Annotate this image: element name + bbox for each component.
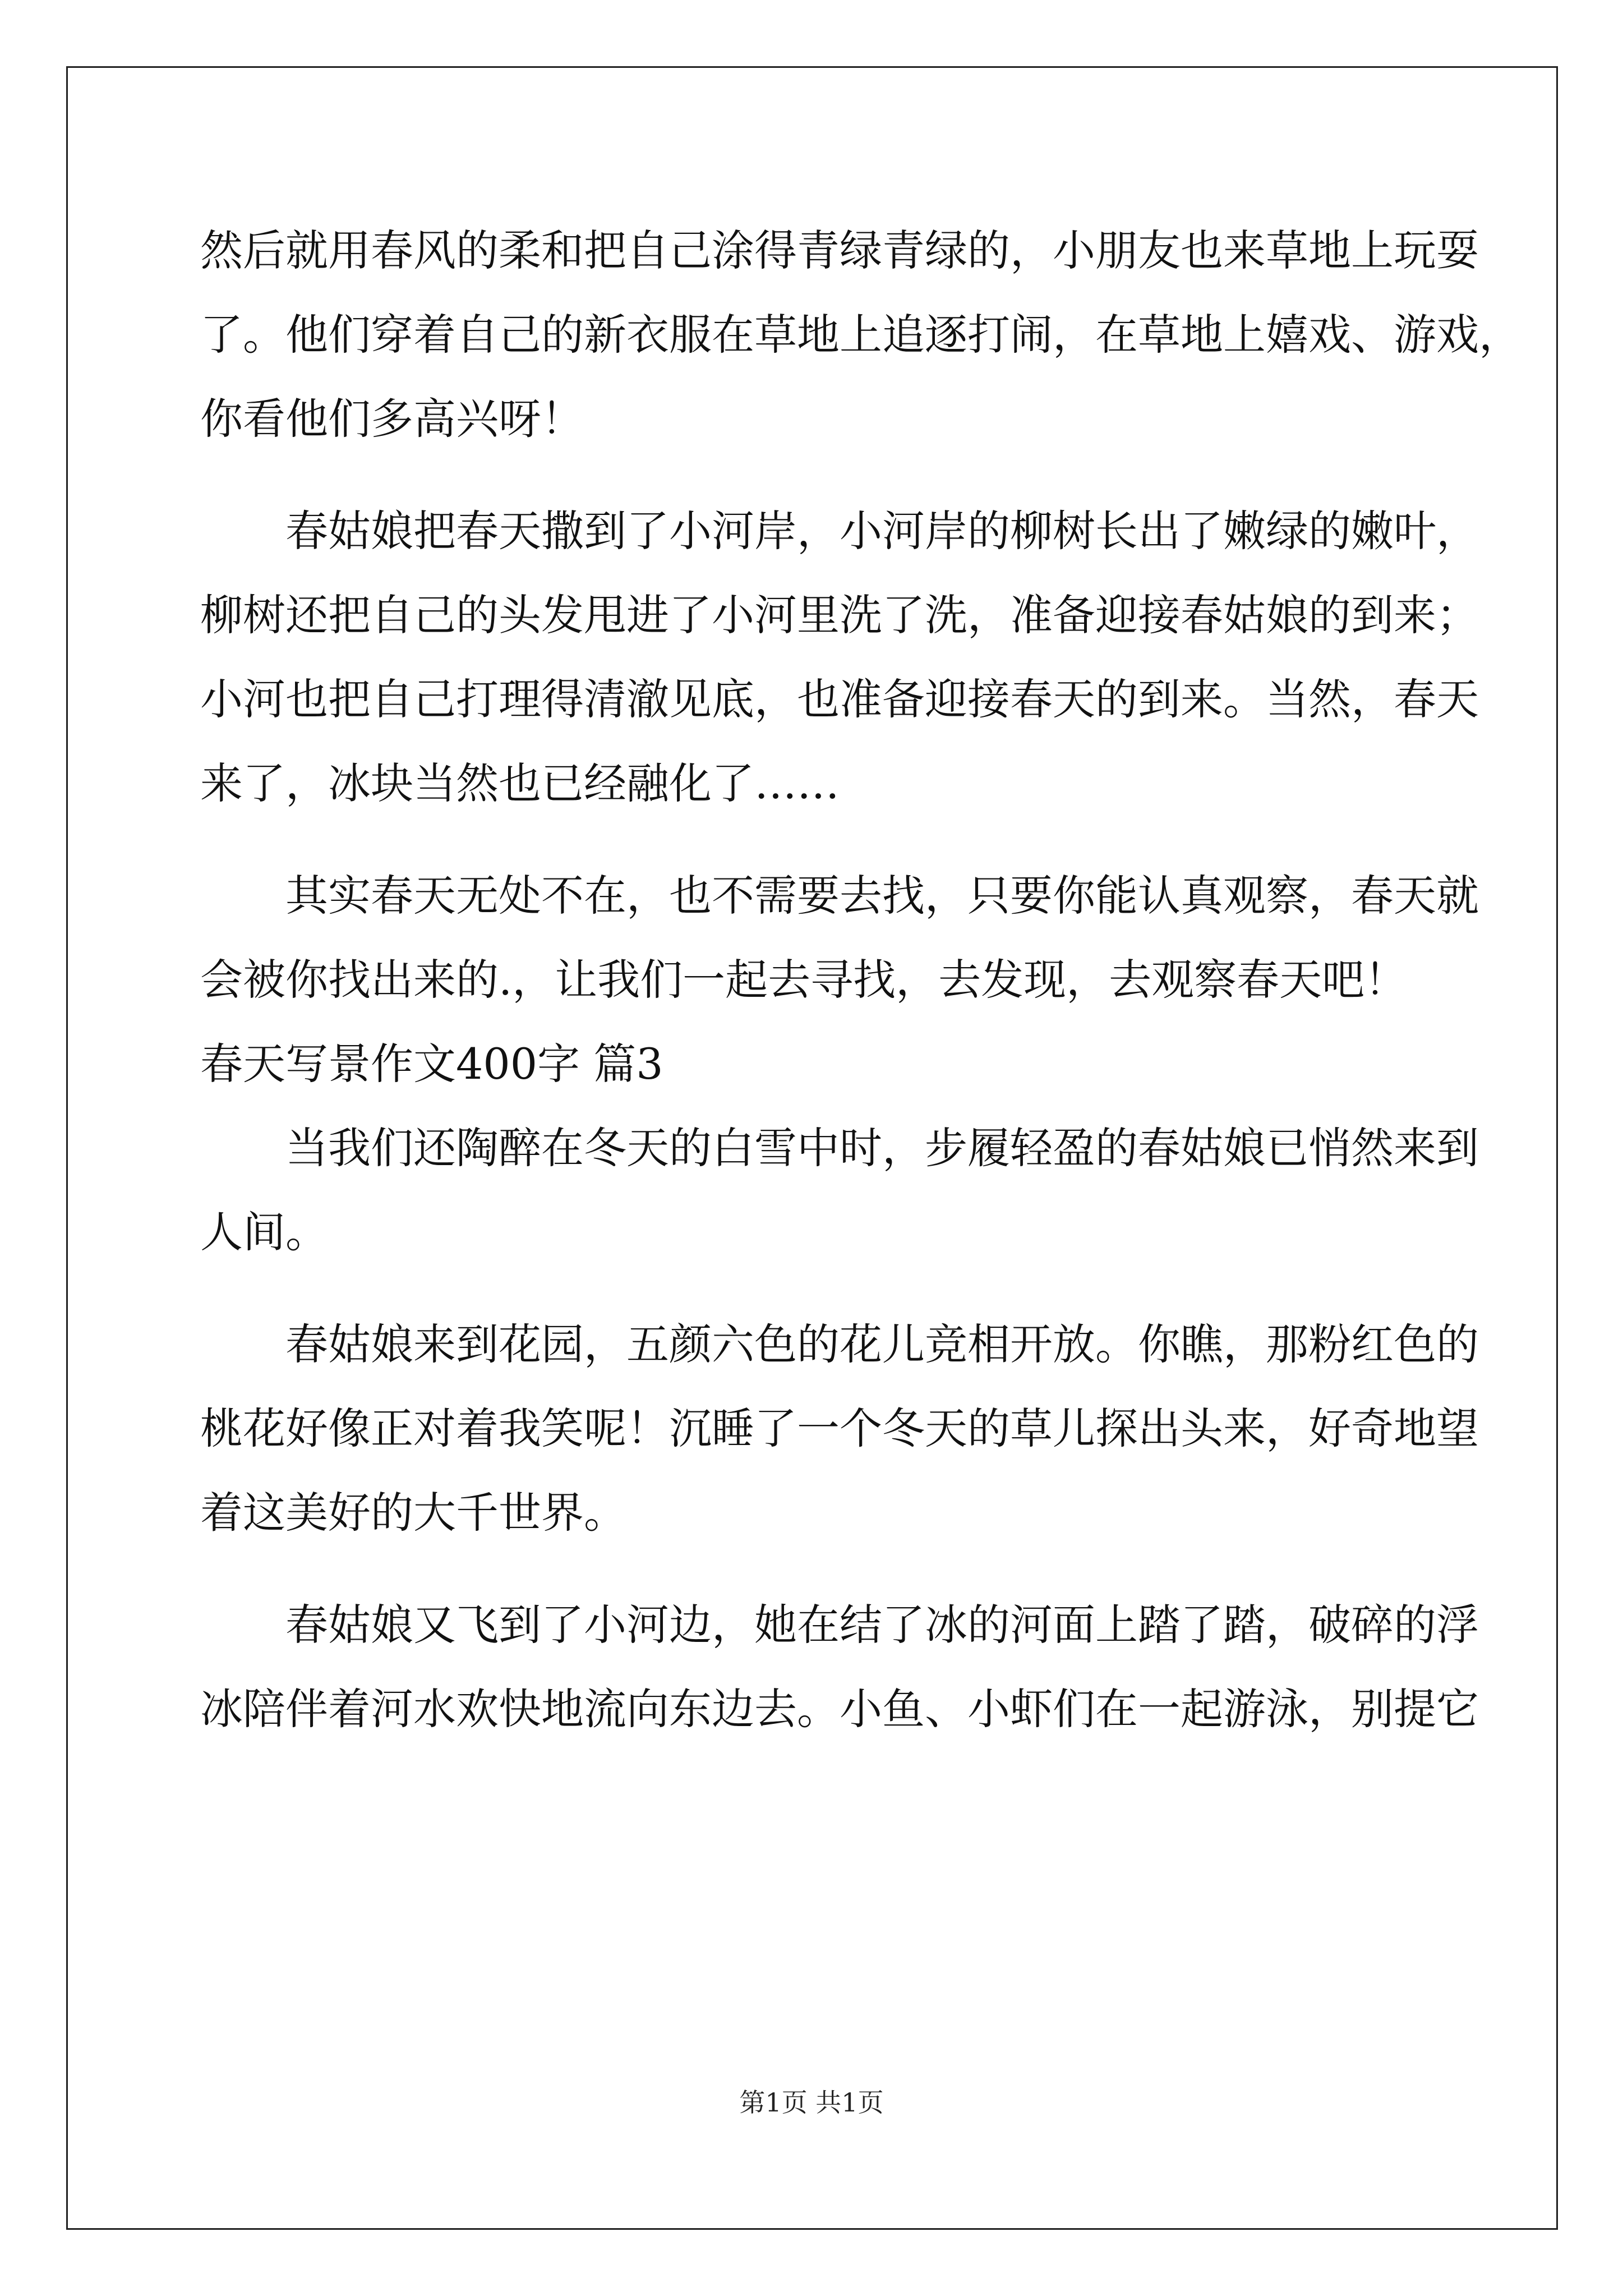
- paragraph-line: 人间。: [200, 1207, 328, 1257]
- paragraph-line: 来了，冰块当然也已经融化了……: [200, 758, 840, 808]
- paragraph-line: 春姑娘又飞到了小河边，她在结了冰的河面上踏了踏，破碎的浮: [285, 1600, 1479, 1650]
- section-heading: 春天写景作文400字 篇3: [200, 1039, 663, 1089]
- paragraph-line: 桃花好像正对着我笑呢！沉睡了一个冬天的草儿探出头来，好奇地望: [200, 1404, 1479, 1453]
- paragraph-line: 了。他们穿着自己的新衣服在草地上追逐打闹，在草地上嬉戏、游戏，: [200, 310, 1521, 360]
- paragraph-line: 当我们还陶醉在冬天的白雪中时，步履轻盈的春姑娘已悄然来到: [285, 1123, 1479, 1173]
- paragraph-line: 春姑娘把春天撒到了小河岸，小河岸的柳树长出了嫩绿的嫩叶，: [285, 506, 1479, 556]
- paragraph-line: 会被你找出来的.，让我们一起去寻找，去发现，去观察春天吧！: [200, 955, 1408, 1005]
- page-number-footer: 第1页 共1页: [739, 2087, 884, 2118]
- paragraph-line: 其实春天无处不在，也不需要去找，只要你能认真观察，春天就: [285, 871, 1479, 921]
- paragraph-line: 冰陪伴着河水欢快地流向东边去。小鱼、小虾们在一起游泳，别提它: [200, 1684, 1479, 1734]
- paragraph-line: 着这美好的大千世界。: [200, 1488, 626, 1538]
- paragraph-line: 你看他们多高兴呀！: [200, 394, 584, 444]
- paragraph-line: 春姑娘来到花园，五颜六色的花儿竞相开放。你瞧，那粉红色的: [285, 1319, 1479, 1369]
- paragraph-line: 然后就用春风的柔和把自己涂得青绿青绿的，小朋友也来草地上玩耍: [200, 226, 1479, 275]
- paragraph-line: 柳树还把自己的头发甩进了小河里洗了洗，准备迎接春姑娘的到来；: [200, 590, 1479, 640]
- document-body: [200, 209, 1521, 1751]
- paragraph-line: 小河也把自己打理得清澈见底，也准备迎接春天的到来。当然，春天: [200, 674, 1479, 724]
